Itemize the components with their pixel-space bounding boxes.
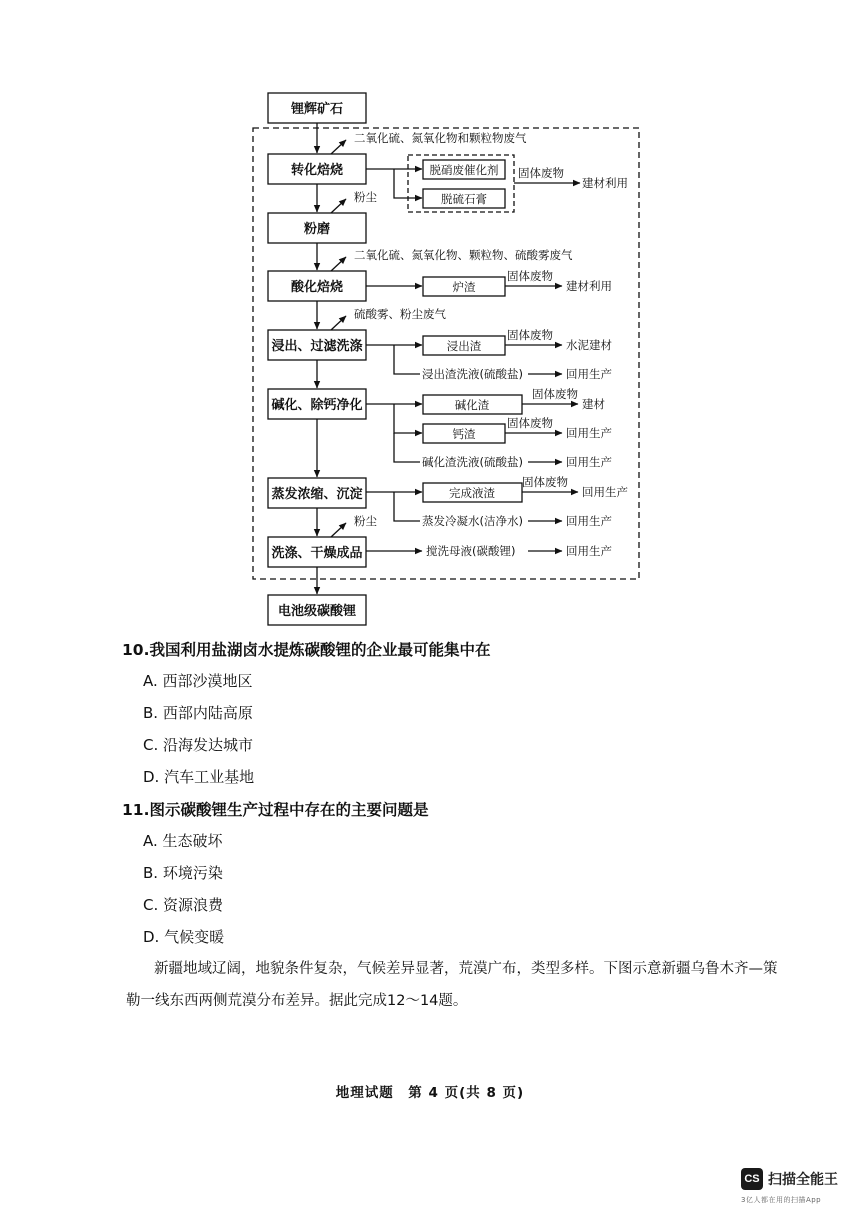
use-reuse-4: 回用生产 [582, 485, 628, 499]
question-11-option-b: B. 环境污染 [143, 864, 223, 882]
question-11-option-c: C. 资源浪费 [143, 896, 224, 914]
use-building-1: 建材利用 [582, 176, 628, 190]
question-11-stem: 11.图示碳酸锂生产过程中存在的主要问题是 [122, 801, 429, 819]
emission-roast: 二氧化硫、氮氧化物和颗粒物废气 [354, 131, 527, 145]
step-dry: 洗涤、干燥成品 [271, 546, 363, 561]
intro-paragraph: 新疆地域辽阔，地貌条件复杂，气候差异显著，荒漠广布，类型多样。下图示意新疆乌鲁木齐—策勒一线东西两侧荒漠分布差异。据此完成12～14题。 [126, 961, 778, 1009]
question-10-option-b: B. 西部内陆高原 [143, 704, 253, 722]
emission-acid: 二氧化硫、氮氧化物、颗粒物、硫酸雾废气 [354, 248, 573, 262]
solid-waste-label: 固体废物 [507, 416, 553, 430]
use-building-2: 建材利用 [566, 279, 612, 293]
scanner-slogan: 3亿人都在用的扫描App [741, 1196, 822, 1204]
condensate-label: 蒸发冷凝水(洁净水) [422, 514, 523, 528]
question-10-option-c: C. 沿海发达城市 [143, 736, 254, 754]
use-cement: 水泥建材 [566, 338, 612, 352]
mother-liquor-label: 搅洗母液(碳酸锂) [426, 544, 516, 558]
use-reuse-2: 回用生产 [566, 426, 612, 440]
question-11-option-d: D. 气候变暖 [143, 928, 225, 946]
byproduct-gypsum: 脱硫石膏 [441, 192, 487, 206]
solid-waste-label: 固体废物 [507, 269, 553, 283]
page-footer: 地理试题 第 4 页(共 8 页) [335, 1085, 525, 1101]
scanner-watermark [741, 1168, 851, 1212]
use-material: 建材 [582, 397, 605, 411]
solid-waste-label: 固体废物 [522, 475, 568, 489]
emission-dust-1: 粉尘 [354, 190, 377, 204]
step-evaporate: 蒸发浓缩、沉淀 [271, 487, 363, 502]
byproduct-denitration: 脱硝废催化剂 [429, 163, 499, 177]
byproduct-furnace-slag: 炉渣 [452, 280, 476, 294]
byproduct-leach-slag: 浸出渣 [446, 339, 482, 353]
ore-box: 锂辉矿石 [290, 102, 344, 117]
use-reuse-5: 回用生产 [566, 514, 612, 528]
question-10-option-a: A. 西部沙漠地区 [143, 672, 253, 690]
byproduct-final-slag: 完成液渣 [449, 486, 495, 500]
emission-dust-2: 粉尘 [354, 514, 377, 528]
question-11-option-a: A. 生态破坏 [143, 832, 223, 850]
solid-waste-label: 固体废物 [518, 166, 564, 180]
solid-waste-label: 固体废物 [532, 387, 578, 401]
emission-leach: 硫酸雾、粉尘废气 [354, 307, 446, 321]
byproduct-alkali-slag: 碱化渣 [454, 398, 490, 412]
step-alkali: 碱化、除钙净化 [271, 398, 363, 413]
leach-wash-label: 浸出渣洗液(硫酸盐) [422, 367, 523, 381]
use-reuse-6: 回用生产 [566, 544, 612, 558]
use-reuse-1: 回用生产 [566, 367, 612, 381]
question-10-option-d: D. 汽车工业基地 [143, 768, 255, 786]
use-reuse-3: 回用生产 [566, 455, 612, 469]
scanner-name: 扫描全能王 [768, 1172, 838, 1188]
question-10-stem: 10.我国利用盐湖卤水提炼碳酸锂的企业最可能集中在 [122, 641, 491, 659]
alkali-wash-label: 碱化渣洗液(硫酸盐) [422, 455, 523, 469]
step-leach: 浸出、过滤洗涤 [271, 339, 363, 354]
product-box: 电池级碳酸锂 [277, 604, 357, 619]
scanner-logo-icon: CS [741, 1168, 763, 1190]
step-roast: 转化焙烧 [290, 163, 344, 178]
byproduct-calcium-slag: 钙渣 [452, 427, 476, 441]
step-acid-roast: 酸化焙烧 [290, 280, 344, 295]
solid-waste-label: 固体废物 [507, 328, 553, 342]
step-grind: 粉磨 [303, 222, 331, 237]
